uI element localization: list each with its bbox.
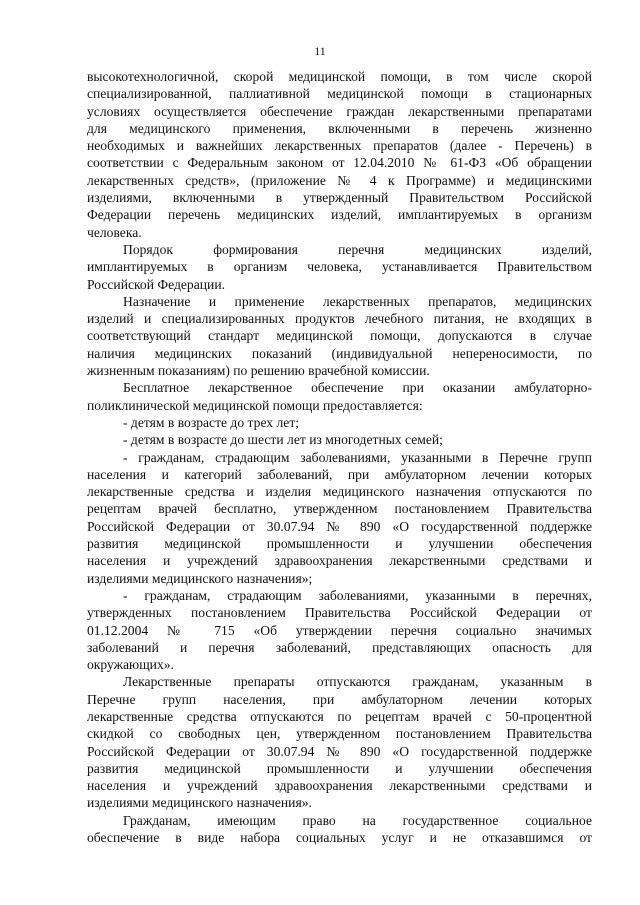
text-line: жизненным показаниям) по решению врачебной комиссии.: [87, 363, 430, 379]
text-line: - детям в возрасте до шести лет из многодетных семей;: [123, 432, 443, 448]
text-line: Бесплатное лекарственное обеспечение при оказании амбулаторно-: [123, 380, 592, 396]
text-line: Российской Федерации от 30.07.94 № 890 «О государственной поддержке: [87, 743, 592, 759]
text-line: изделиями медицинского назначения»;: [87, 570, 313, 586]
text-line: Перечне групп населения, при амбулаторном лечении которых: [87, 691, 592, 707]
text-line: Российской Федерации.: [87, 276, 225, 292]
text-line: скидкой со свободных цен, утвержденном постановлением Правительства: [87, 726, 592, 742]
text-line: 01.12.2004 № 715 «Об утверждении перечня социально значимых: [87, 622, 592, 638]
text-line: - гражданам, страдающим заболеваниями, указанными в перечнях,: [123, 587, 592, 603]
text-line: Российской Федерации от 30.07.94 № 890 «О государственной поддержке: [87, 518, 592, 534]
text-line: изделиями медицинского назначения».: [87, 795, 312, 811]
text-line: Порядок формирования перечня медицинских изделий,: [123, 241, 592, 257]
text-line: населения и категорий заболеваний, при амбулаторном лечении которых: [87, 466, 592, 482]
text-line: - гражданам, страдающим заболеваниями, указанными в Перечне групп: [123, 449, 592, 465]
text-line: для медицинского применения, включенными в перечень жизненно: [87, 120, 592, 136]
text-line: заболеваний и перечня заболеваний, представляющих опасность для: [87, 639, 592, 655]
text-line: - детям в возрасте до трех лет;: [123, 414, 300, 430]
page-number: 11: [314, 44, 326, 58]
text-line: соответствующий стандарт медицинской помощи, допускаются в случае: [87, 328, 592, 344]
text-line: обеспечение в виде набора социальных услуг и не отказавшимся от: [87, 830, 592, 846]
text-line: соответствии с Федеральным законом от 12.04.2010 № 61-ФЗ «Об обращении: [87, 155, 592, 171]
text-line: Лекарственные препараты отпускаются гражданам, указанным в: [123, 674, 592, 690]
text-line: высокотехнологичной, скорой медицинской помощи, в том числе скорой: [87, 69, 592, 84]
body-text: [87, 68, 592, 846]
text-line: необходимых и важнейших лекарственных препаратов (далее - Перечень) в: [87, 138, 592, 154]
text-line: условиях осуществляется обеспечение граждан лекарственными препаратами: [87, 103, 592, 119]
text-line: человека.: [87, 224, 142, 240]
text-line: населения и учреждений здравоохранения лекарственными средствами и: [87, 553, 592, 569]
text-line: изделий и специализированных продуктов лечебного питания, не входящих в: [87, 311, 592, 327]
text-line: населения и учреждений здравоохранения лекарственными средствами и: [87, 778, 592, 794]
text-line: наличия медицинских показаний (индивидуальной непереносимости, по: [87, 345, 592, 361]
text-line: лекарственные средства и изделия медицинского назначения отпускаются по: [87, 484, 592, 500]
text-line: специализированной, паллиативной медицинской помощи в стационарных: [87, 86, 592, 102]
text-line: утвержденных постановлением Правительства Российской Федерации от: [87, 605, 592, 621]
text-line: Назначение и применение лекарственных препаратов, медицинских: [123, 293, 592, 309]
text-line: лекарственных средств», (приложение № 4 к Программе) и медицинскими: [87, 172, 592, 188]
text-line: Федерации перечень медицинских изделий, имплантируемых в организм: [87, 207, 592, 223]
text-line: Гражданам, имеющим право на государственное социальное: [123, 812, 592, 828]
text-line: имплантируемых в организм человека, устанавливается Правительством: [87, 259, 592, 275]
text-line: поликлинической медицинской помощи предоставляется:: [87, 397, 423, 413]
text-line: развития медицинской промышленности и улучшении обеспечения: [87, 536, 592, 552]
text-line: рецептам врачей бесплатно, утвержденном постановлением Правительства: [87, 501, 592, 517]
text-line: изделиями, включенными в утвержденный Правительством Российской: [87, 190, 592, 206]
text-line: окружающих».: [87, 657, 174, 673]
text-line: развития медицинской промышленности и улучшении обеспечения: [87, 760, 592, 776]
text-line: лекарственные средства отпускаются по рецептам врачей с 50-процентной: [87, 708, 592, 724]
